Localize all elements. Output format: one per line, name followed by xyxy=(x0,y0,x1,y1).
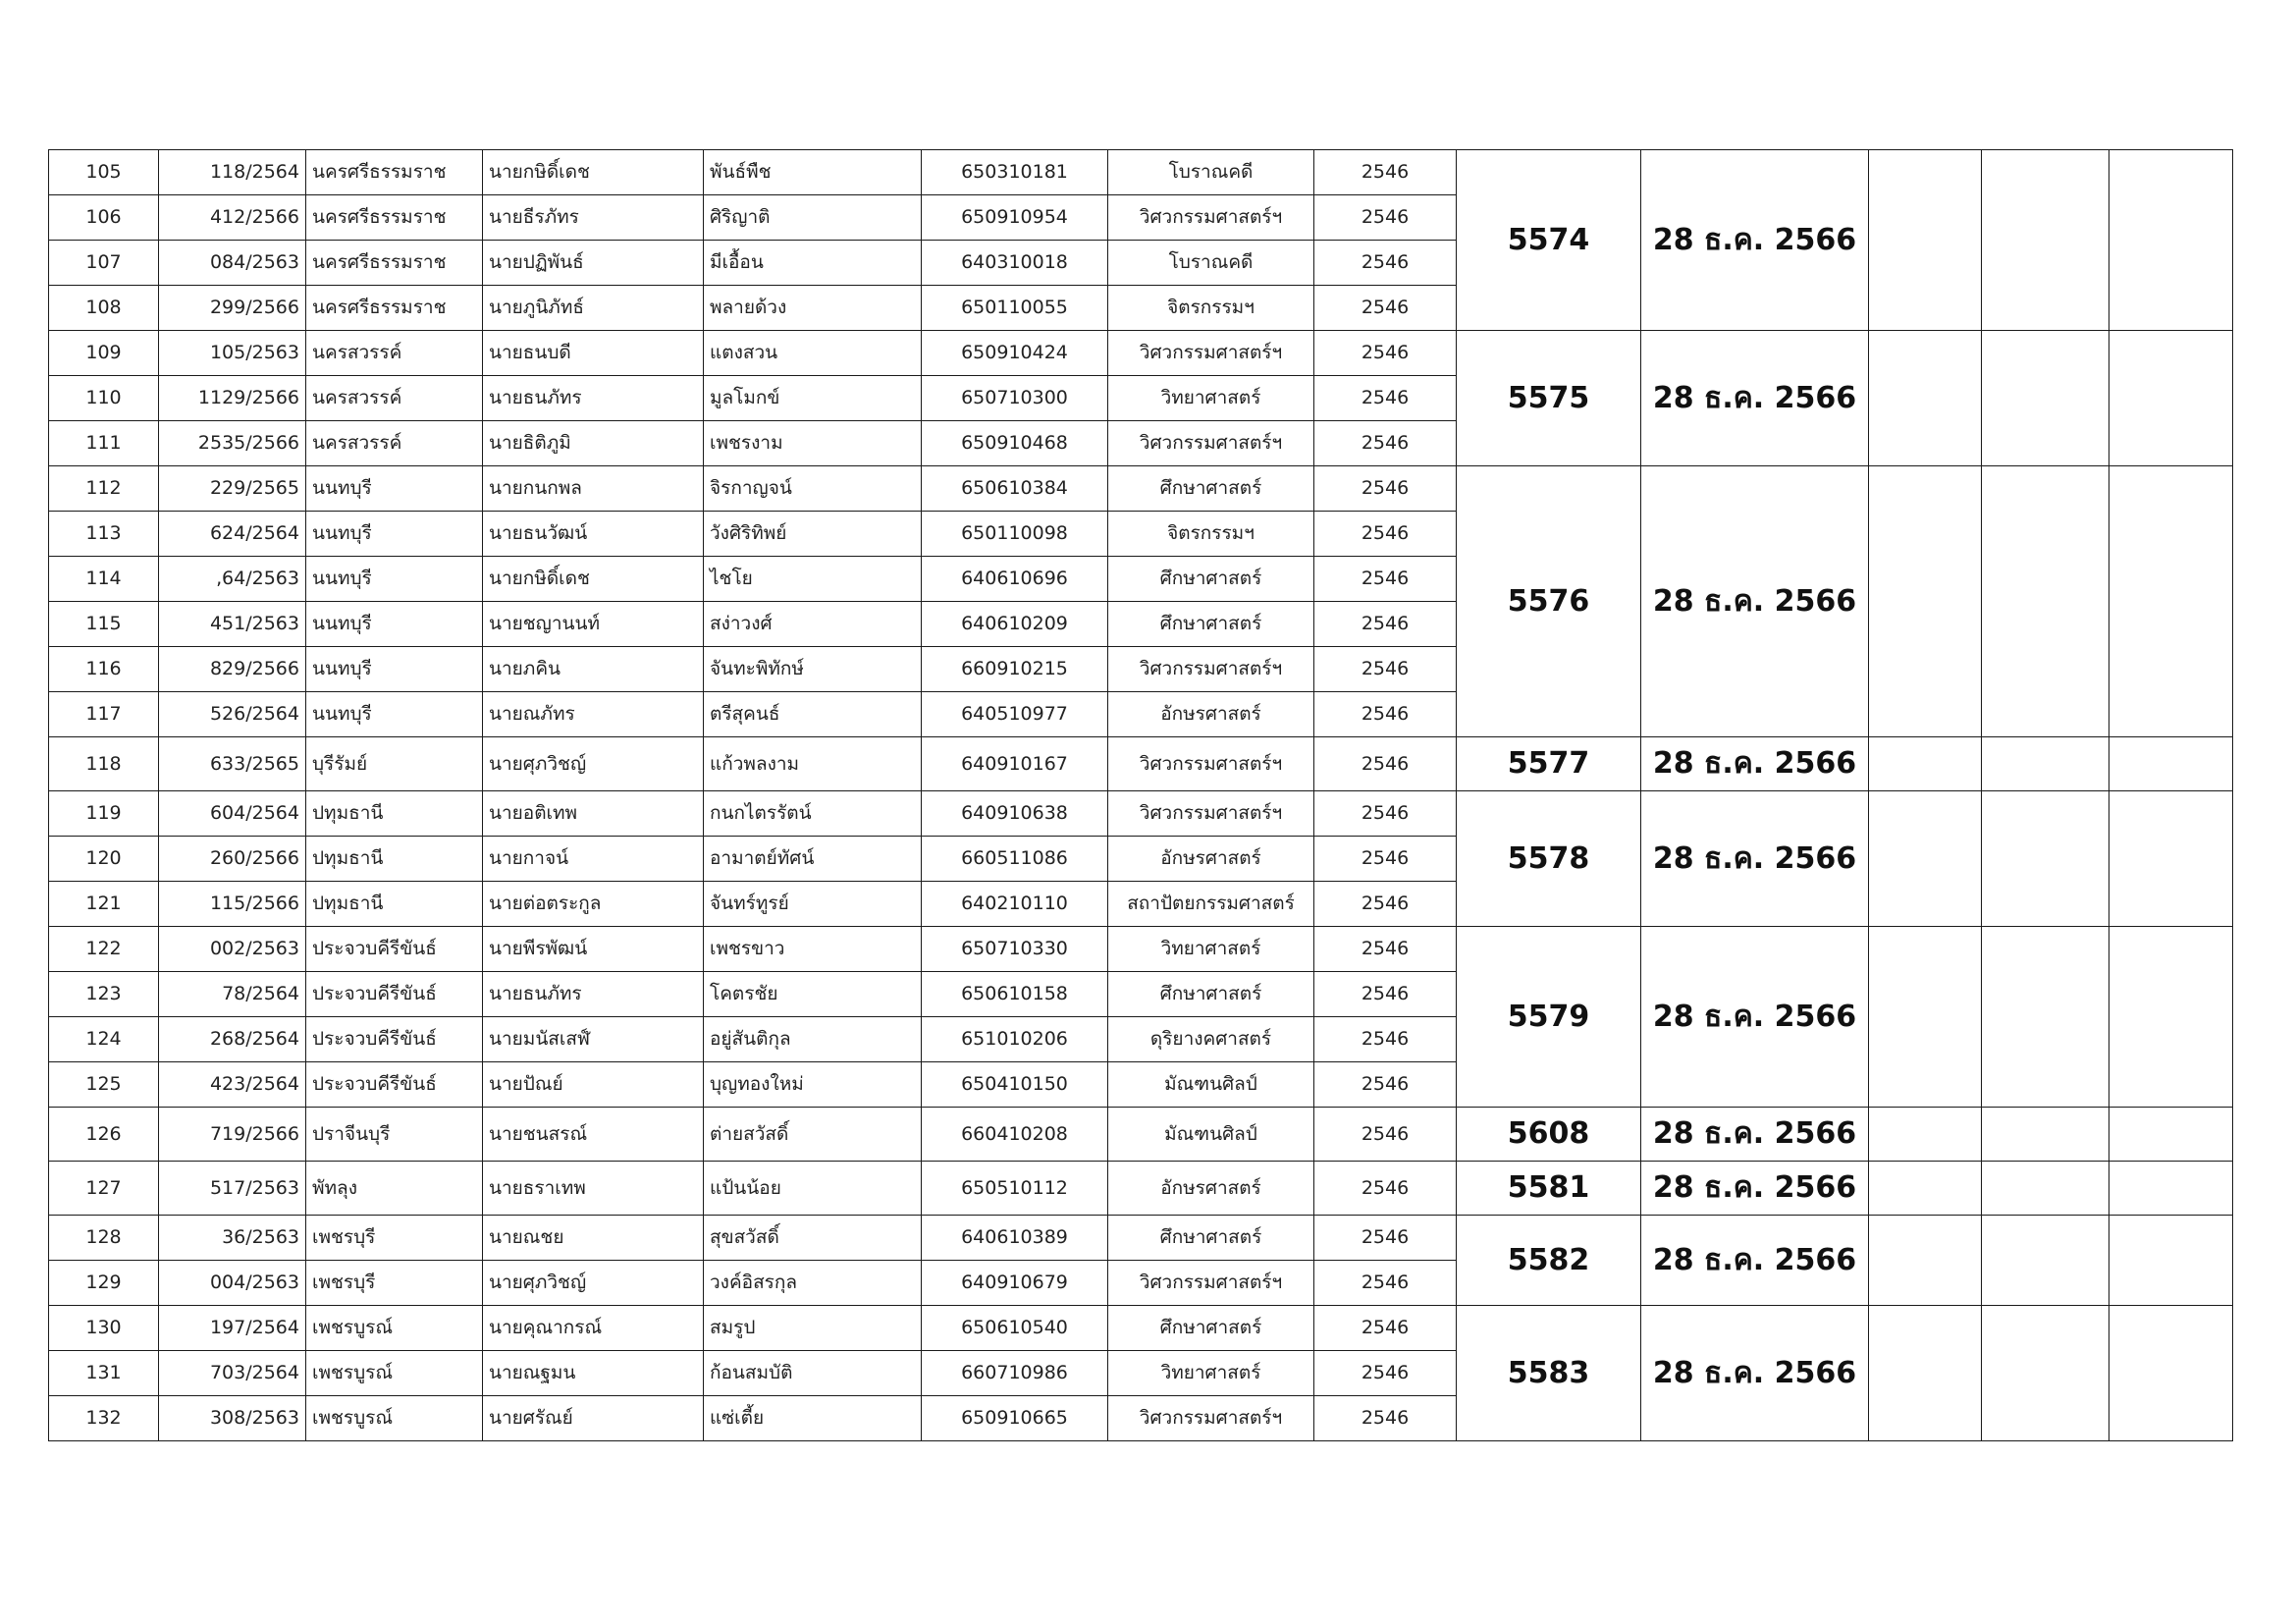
first-name-cell: นายต่อตระกูล xyxy=(483,882,704,927)
faculty-cell: วิทยาศาสตร์ xyxy=(1108,1351,1314,1396)
blank-cell xyxy=(1869,1216,1982,1306)
faculty-cell: ศึกษาศาสตร์ xyxy=(1108,602,1314,647)
province-cell: ปทุมธานี xyxy=(306,791,483,837)
row-number-cell: 124 xyxy=(49,1017,159,1062)
blank-cell xyxy=(1982,737,2109,791)
row-number-cell: 130 xyxy=(49,1306,159,1351)
last-name-cell: ก้อนสมบัติ xyxy=(704,1351,922,1396)
last-name-cell: ศิริญาติ xyxy=(704,195,922,241)
province-cell: เพชรบุรี xyxy=(306,1261,483,1306)
student-id-cell: 650610158 xyxy=(922,972,1108,1017)
blank-cell xyxy=(1869,737,1982,791)
first-name-cell: นายภูนิภัทธ์ xyxy=(483,286,704,331)
year-cell: 2546 xyxy=(1314,791,1457,837)
table-row xyxy=(49,737,2233,791)
case-number-cell: 260/2566 xyxy=(159,837,306,882)
year-cell: 2546 xyxy=(1314,1108,1457,1162)
issue-date-cell: 28 ธ.ค. 2566 xyxy=(1641,1162,1869,1216)
case-number-cell: ‚64/2563 xyxy=(159,557,306,602)
year-cell: 2546 xyxy=(1314,972,1457,1017)
last-name-cell: โคตรชัย xyxy=(704,972,922,1017)
last-name-cell: ตรีสุคนธ์ xyxy=(704,692,922,737)
student-id-cell: 650910954 xyxy=(922,195,1108,241)
table-row xyxy=(49,1216,2233,1261)
case-number-cell: 423/2564 xyxy=(159,1062,306,1108)
province-cell: ปทุมธานี xyxy=(306,882,483,927)
province-cell: นครสวรรค์ xyxy=(306,331,483,376)
year-cell: 2546 xyxy=(1314,331,1457,376)
first-name-cell: นายปฏิพันธ์ xyxy=(483,241,704,286)
case-number-cell: 633/2565 xyxy=(159,737,306,791)
province-cell: นครสวรรค์ xyxy=(306,376,483,421)
blank-cell xyxy=(2109,737,2233,791)
last-name-cell: แก้วพลงาม xyxy=(704,737,922,791)
case-number-cell: 308/2563 xyxy=(159,1396,306,1441)
case-number-cell: 002/2563 xyxy=(159,927,306,972)
year-cell: 2546 xyxy=(1314,376,1457,421)
province-cell: เพชรบูรณ์ xyxy=(306,1306,483,1351)
blank-cell xyxy=(1869,150,1982,331)
faculty-cell: วิศวกรรมศาสตร์ฯ xyxy=(1108,647,1314,692)
province-cell: นนทบุรี xyxy=(306,512,483,557)
blank-cell xyxy=(1869,331,1982,466)
blank-cell xyxy=(1982,466,2109,737)
case-number-cell: 1129/2566 xyxy=(159,376,306,421)
last-name-cell: ไชโย xyxy=(704,557,922,602)
table-row xyxy=(49,791,2233,837)
row-number-cell: 107 xyxy=(49,241,159,286)
last-name-cell: จิรกาญจน์ xyxy=(704,466,922,512)
student-id-cell: 650110098 xyxy=(922,512,1108,557)
student-id-cell: 650610384 xyxy=(922,466,1108,512)
case-number-cell: 526/2564 xyxy=(159,692,306,737)
blank-cell xyxy=(2109,466,2233,737)
blank-cell xyxy=(2109,1108,2233,1162)
last-name-cell: วงค์อิสรกุล xyxy=(704,1261,922,1306)
faculty-cell: วิศวกรรมศาสตร์ฯ xyxy=(1108,737,1314,791)
case-number-cell: 703/2564 xyxy=(159,1351,306,1396)
faculty-cell: วิทยาศาสตร์ xyxy=(1108,927,1314,972)
first-name-cell: นายธนวัฒน์ xyxy=(483,512,704,557)
faculty-cell: ดุริยางคศาสตร์ xyxy=(1108,1017,1314,1062)
year-cell: 2546 xyxy=(1314,241,1457,286)
document-number-cell: 5608 xyxy=(1457,1108,1641,1162)
year-cell: 2546 xyxy=(1314,882,1457,927)
blank-cell xyxy=(1869,466,1982,737)
student-id-cell: 650710300 xyxy=(922,376,1108,421)
first-name-cell: นายคุณากรณ์ xyxy=(483,1306,704,1351)
row-number-cell: 111 xyxy=(49,421,159,466)
blank-cell xyxy=(1982,791,2109,927)
first-name-cell: นายศรัณย์ xyxy=(483,1396,704,1441)
first-name-cell: นายปัณย์ xyxy=(483,1062,704,1108)
blank-cell xyxy=(1982,150,2109,331)
year-cell: 2546 xyxy=(1314,512,1457,557)
case-number-cell: 829/2566 xyxy=(159,647,306,692)
last-name-cell: จันทะพิทักษ์ xyxy=(704,647,922,692)
table-row xyxy=(49,150,2233,195)
last-name-cell: บุญทองใหม่ xyxy=(704,1062,922,1108)
row-number-cell: 114 xyxy=(49,557,159,602)
case-number-cell: 2535/2566 xyxy=(159,421,306,466)
first-name-cell: นายพีรพัฒน์ xyxy=(483,927,704,972)
student-id-cell: 651010206 xyxy=(922,1017,1108,1062)
faculty-cell: มัณฑนศิลป์ xyxy=(1108,1108,1314,1162)
blank-cell xyxy=(1869,1306,1982,1441)
first-name-cell: นายชนสรณ์ xyxy=(483,1108,704,1162)
year-cell: 2546 xyxy=(1314,421,1457,466)
first-name-cell: นายมนัสเสฬ์ xyxy=(483,1017,704,1062)
year-cell: 2546 xyxy=(1314,195,1457,241)
blank-cell xyxy=(1982,927,2109,1108)
faculty-cell: สถาปัตยกรรมศาสตร์ xyxy=(1108,882,1314,927)
province-cell: ประจวบคีรีขันธ์ xyxy=(306,1062,483,1108)
row-number-cell: 106 xyxy=(49,195,159,241)
row-number-cell: 119 xyxy=(49,791,159,837)
last-name-cell: สุขสวัสดิ์ xyxy=(704,1216,922,1261)
first-name-cell: นายณชย xyxy=(483,1216,704,1261)
province-cell: ประจวบคีรีขันธ์ xyxy=(306,1017,483,1062)
document-number-cell: 5582 xyxy=(1457,1216,1641,1306)
first-name-cell: นายกษิดิ์เดช xyxy=(483,150,704,195)
blank-cell xyxy=(2109,150,2233,331)
blank-cell xyxy=(1869,1108,1982,1162)
province-cell: นครศรีธรรมราช xyxy=(306,241,483,286)
province-cell: บุรีรัมย์ xyxy=(306,737,483,791)
faculty-cell: วิทยาศาสตร์ xyxy=(1108,376,1314,421)
province-cell: นครศรีธรรมราช xyxy=(306,286,483,331)
faculty-cell: ศึกษาศาสตร์ xyxy=(1108,972,1314,1017)
blank-cell xyxy=(1982,1162,2109,1216)
student-id-cell: 640310018 xyxy=(922,241,1108,286)
issue-date-cell: 28 ธ.ค. 2566 xyxy=(1641,791,1869,927)
row-number-cell: 108 xyxy=(49,286,159,331)
student-id-cell: 640210110 xyxy=(922,882,1108,927)
document-number-cell: 5581 xyxy=(1457,1162,1641,1216)
first-name-cell: นายกนกพล xyxy=(483,466,704,512)
year-cell: 2546 xyxy=(1314,1017,1457,1062)
case-number-cell: 412/2566 xyxy=(159,195,306,241)
first-name-cell: นายศุภวิชญ์ xyxy=(483,737,704,791)
student-id-cell: 660910215 xyxy=(922,647,1108,692)
issue-date-cell: 28 ธ.ค. 2566 xyxy=(1641,927,1869,1108)
faculty-cell: วิศวกรรมศาสตร์ฯ xyxy=(1108,1396,1314,1441)
student-id-cell: 650310181 xyxy=(922,150,1108,195)
table-row xyxy=(49,1108,2233,1162)
province-cell: ปราจีนบุรี xyxy=(306,1108,483,1162)
faculty-cell: อักษรศาสตร์ xyxy=(1108,1162,1314,1216)
row-number-cell: 129 xyxy=(49,1261,159,1306)
case-number-cell: 78/2564 xyxy=(159,972,306,1017)
last-name-cell: กนกไตรรัตน์ xyxy=(704,791,922,837)
faculty-cell: วิศวกรรมศาสตร์ฯ xyxy=(1108,331,1314,376)
row-number-cell: 120 xyxy=(49,837,159,882)
blank-cell xyxy=(2109,1162,2233,1216)
year-cell: 2546 xyxy=(1314,692,1457,737)
first-name-cell: นายธราเทพ xyxy=(483,1162,704,1216)
faculty-cell: วิศวกรรมศาสตร์ฯ xyxy=(1108,1261,1314,1306)
year-cell: 2546 xyxy=(1314,557,1457,602)
faculty-cell: โบราณคดี xyxy=(1108,150,1314,195)
faculty-cell: วิศวกรรมศาสตร์ฯ xyxy=(1108,791,1314,837)
blank-cell xyxy=(1982,1108,2109,1162)
row-number-cell: 127 xyxy=(49,1162,159,1216)
first-name-cell: นายกาจน์ xyxy=(483,837,704,882)
student-id-cell: 640610389 xyxy=(922,1216,1108,1261)
blank-cell xyxy=(2109,1216,2233,1306)
case-number-cell: 115/2566 xyxy=(159,882,306,927)
student-id-cell: 660511086 xyxy=(922,837,1108,882)
document-number-cell: 5575 xyxy=(1457,331,1641,466)
province-cell: พัทลุง xyxy=(306,1162,483,1216)
province-cell: นนทบุรี xyxy=(306,602,483,647)
row-number-cell: 105 xyxy=(49,150,159,195)
province-cell: ประจวบคีรีขันธ์ xyxy=(306,927,483,972)
case-number-cell: 719/2566 xyxy=(159,1108,306,1162)
student-id-cell: 650910424 xyxy=(922,331,1108,376)
last-name-cell: แซ่เตี้ย xyxy=(704,1396,922,1441)
year-cell: 2546 xyxy=(1314,1216,1457,1261)
year-cell: 2546 xyxy=(1314,1396,1457,1441)
year-cell: 2546 xyxy=(1314,1162,1457,1216)
first-name-cell: นายธนภัทร xyxy=(483,376,704,421)
row-number-cell: 122 xyxy=(49,927,159,972)
student-id-cell: 640610209 xyxy=(922,602,1108,647)
student-id-cell: 650110055 xyxy=(922,286,1108,331)
case-number-cell: 451/2563 xyxy=(159,602,306,647)
faculty-cell: ศึกษาศาสตร์ xyxy=(1108,466,1314,512)
year-cell: 2546 xyxy=(1314,602,1457,647)
province-cell: นครสวรรค์ xyxy=(306,421,483,466)
document-number-cell: 5576 xyxy=(1457,466,1641,737)
row-number-cell: 125 xyxy=(49,1062,159,1108)
student-id-cell: 660410208 xyxy=(922,1108,1108,1162)
province-cell: ปทุมธานี xyxy=(306,837,483,882)
row-number-cell: 112 xyxy=(49,466,159,512)
first-name-cell: นายธนภัทร xyxy=(483,972,704,1017)
faculty-cell: โบราณคดี xyxy=(1108,241,1314,286)
province-cell: นนทบุรี xyxy=(306,466,483,512)
student-id-cell: 650410150 xyxy=(922,1062,1108,1108)
province-cell: นครศรีธรรมราช xyxy=(306,150,483,195)
blank-cell xyxy=(1982,1306,2109,1441)
province-cell: เพชรบุรี xyxy=(306,1216,483,1261)
row-number-cell: 128 xyxy=(49,1216,159,1261)
last-name-cell: เพชรงาม xyxy=(704,421,922,466)
year-cell: 2546 xyxy=(1314,1261,1457,1306)
row-number-cell: 132 xyxy=(49,1396,159,1441)
last-name-cell: แป้นน้อย xyxy=(704,1162,922,1216)
year-cell: 2546 xyxy=(1314,647,1457,692)
case-number-cell: 229/2565 xyxy=(159,466,306,512)
last-name-cell: มูลโมกข์ xyxy=(704,376,922,421)
blank-cell xyxy=(2109,791,2233,927)
last-name-cell: แตงสวน xyxy=(704,331,922,376)
first-name-cell: นายชญานนท์ xyxy=(483,602,704,647)
student-id-cell: 640910679 xyxy=(922,1261,1108,1306)
last-name-cell: อามาตย์ทัศน์ xyxy=(704,837,922,882)
last-name-cell: สมรูป xyxy=(704,1306,922,1351)
case-number-cell: 197/2564 xyxy=(159,1306,306,1351)
blank-cell xyxy=(1869,1162,1982,1216)
first-name-cell: นายอติเทพ xyxy=(483,791,704,837)
issue-date-cell: 28 ธ.ค. 2566 xyxy=(1641,466,1869,737)
faculty-cell: ศึกษาศาสตร์ xyxy=(1108,557,1314,602)
document-number-cell: 5583 xyxy=(1457,1306,1641,1441)
province-cell: นครศรีธรรมราช xyxy=(306,195,483,241)
student-id-cell: 650510112 xyxy=(922,1162,1108,1216)
last-name-cell: พลายด้วง xyxy=(704,286,922,331)
last-name-cell: วังศิริทิพย์ xyxy=(704,512,922,557)
student-id-cell: 650910665 xyxy=(922,1396,1108,1441)
student-id-cell: 640510977 xyxy=(922,692,1108,737)
blank-cell xyxy=(1869,791,1982,927)
blank-cell xyxy=(1982,1216,2109,1306)
table-row xyxy=(49,1162,2233,1216)
first-name-cell: นายธนบดี xyxy=(483,331,704,376)
year-cell: 2546 xyxy=(1314,1306,1457,1351)
blank-cell xyxy=(2109,1306,2233,1441)
province-cell: นนทบุรี xyxy=(306,557,483,602)
document-number-cell: 5577 xyxy=(1457,737,1641,791)
first-name-cell: นายณฐมน xyxy=(483,1351,704,1396)
student-id-cell: 640910167 xyxy=(922,737,1108,791)
case-number-cell: 084/2563 xyxy=(159,241,306,286)
row-number-cell: 117 xyxy=(49,692,159,737)
document-number-cell: 5578 xyxy=(1457,791,1641,927)
issue-date-cell: 28 ธ.ค. 2566 xyxy=(1641,331,1869,466)
last-name-cell: ต่ายสวัสดิ์ xyxy=(704,1108,922,1162)
year-cell: 2546 xyxy=(1314,837,1457,882)
issue-date-cell: 28 ธ.ค. 2566 xyxy=(1641,150,1869,331)
student-id-cell: 650610540 xyxy=(922,1306,1108,1351)
last-name-cell: จันทร์ทูรย์ xyxy=(704,882,922,927)
faculty-cell: อักษรศาสตร์ xyxy=(1108,692,1314,737)
last-name-cell: อยู่สันติกุล xyxy=(704,1017,922,1062)
issue-date-cell: 28 ธ.ค. 2566 xyxy=(1641,1108,1869,1162)
row-number-cell: 116 xyxy=(49,647,159,692)
first-name-cell: นายศุภวิชญ์ xyxy=(483,1261,704,1306)
last-name-cell: สง่าวงศ์ xyxy=(704,602,922,647)
faculty-cell: วิศวกรรมศาสตร์ฯ xyxy=(1108,195,1314,241)
faculty-cell: จิตรกรรมฯ xyxy=(1108,512,1314,557)
case-number-cell: 299/2566 xyxy=(159,286,306,331)
province-cell: ประจวบคีรีขันธ์ xyxy=(306,972,483,1017)
row-number-cell: 118 xyxy=(49,737,159,791)
table-row xyxy=(49,927,2233,972)
year-cell: 2546 xyxy=(1314,1062,1457,1108)
row-number-cell: 131 xyxy=(49,1351,159,1396)
student-id-cell: 660710986 xyxy=(922,1351,1108,1396)
row-number-cell: 113 xyxy=(49,512,159,557)
row-number-cell: 123 xyxy=(49,972,159,1017)
registration-table xyxy=(48,149,2233,1441)
table-row xyxy=(49,466,2233,512)
year-cell: 2546 xyxy=(1314,737,1457,791)
province-cell: นนทบุรี xyxy=(306,692,483,737)
student-id-cell: 650910468 xyxy=(922,421,1108,466)
last-name-cell: เพชรขาว xyxy=(704,927,922,972)
case-number-cell: 004/2563 xyxy=(159,1261,306,1306)
faculty-cell: มัณฑนศิลป์ xyxy=(1108,1062,1314,1108)
case-number-cell: 604/2564 xyxy=(159,791,306,837)
issue-date-cell: 28 ธ.ค. 2566 xyxy=(1641,1216,1869,1306)
first-name-cell: นายธีรภัทร xyxy=(483,195,704,241)
row-number-cell: 121 xyxy=(49,882,159,927)
first-name-cell: นายธิติภูมิ xyxy=(483,421,704,466)
case-number-cell: 624/2564 xyxy=(159,512,306,557)
blank-cell xyxy=(1869,927,1982,1108)
last-name-cell: พันธ์พืช xyxy=(704,150,922,195)
table-row xyxy=(49,1306,2233,1351)
row-number-cell: 110 xyxy=(49,376,159,421)
first-name-cell: นายณภัทร xyxy=(483,692,704,737)
year-cell: 2546 xyxy=(1314,150,1457,195)
blank-cell xyxy=(2109,331,2233,466)
province-cell: เพชรบูรณ์ xyxy=(306,1351,483,1396)
blank-cell xyxy=(1982,331,2109,466)
issue-date-cell: 28 ธ.ค. 2566 xyxy=(1641,737,1869,791)
faculty-cell: ศึกษาศาสตร์ xyxy=(1108,1216,1314,1261)
student-id-cell: 640910638 xyxy=(922,791,1108,837)
case-number-cell: 517/2563 xyxy=(159,1162,306,1216)
faculty-cell: จิตรกรรมฯ xyxy=(1108,286,1314,331)
case-number-cell: 36/2563 xyxy=(159,1216,306,1261)
year-cell: 2546 xyxy=(1314,466,1457,512)
province-cell: นนทบุรี xyxy=(306,647,483,692)
blank-cell xyxy=(2109,927,2233,1108)
faculty-cell: วิศวกรรมศาสตร์ฯ xyxy=(1108,421,1314,466)
document-number-cell: 5574 xyxy=(1457,150,1641,331)
case-number-cell: 268/2564 xyxy=(159,1017,306,1062)
issue-date-cell: 28 ธ.ค. 2566 xyxy=(1641,1306,1869,1441)
row-number-cell: 115 xyxy=(49,602,159,647)
document-number-cell: 5579 xyxy=(1457,927,1641,1108)
province-cell: เพชรบูรณ์ xyxy=(306,1396,483,1441)
row-number-cell: 126 xyxy=(49,1108,159,1162)
row-number-cell: 109 xyxy=(49,331,159,376)
case-number-cell: 105/2563 xyxy=(159,331,306,376)
student-id-cell: 650710330 xyxy=(922,927,1108,972)
table-row xyxy=(49,331,2233,376)
year-cell: 2546 xyxy=(1314,286,1457,331)
faculty-cell: ศึกษาศาสตร์ xyxy=(1108,1306,1314,1351)
last-name-cell: มีเอื้อน xyxy=(704,241,922,286)
faculty-cell: อักษรศาสตร์ xyxy=(1108,837,1314,882)
case-number-cell: 118/2564 xyxy=(159,150,306,195)
first-name-cell: นายกษิดิ์เดช xyxy=(483,557,704,602)
student-id-cell: 640610696 xyxy=(922,557,1108,602)
first-name-cell: นายภคิน xyxy=(483,647,704,692)
year-cell: 2546 xyxy=(1314,1351,1457,1396)
year-cell: 2546 xyxy=(1314,927,1457,972)
